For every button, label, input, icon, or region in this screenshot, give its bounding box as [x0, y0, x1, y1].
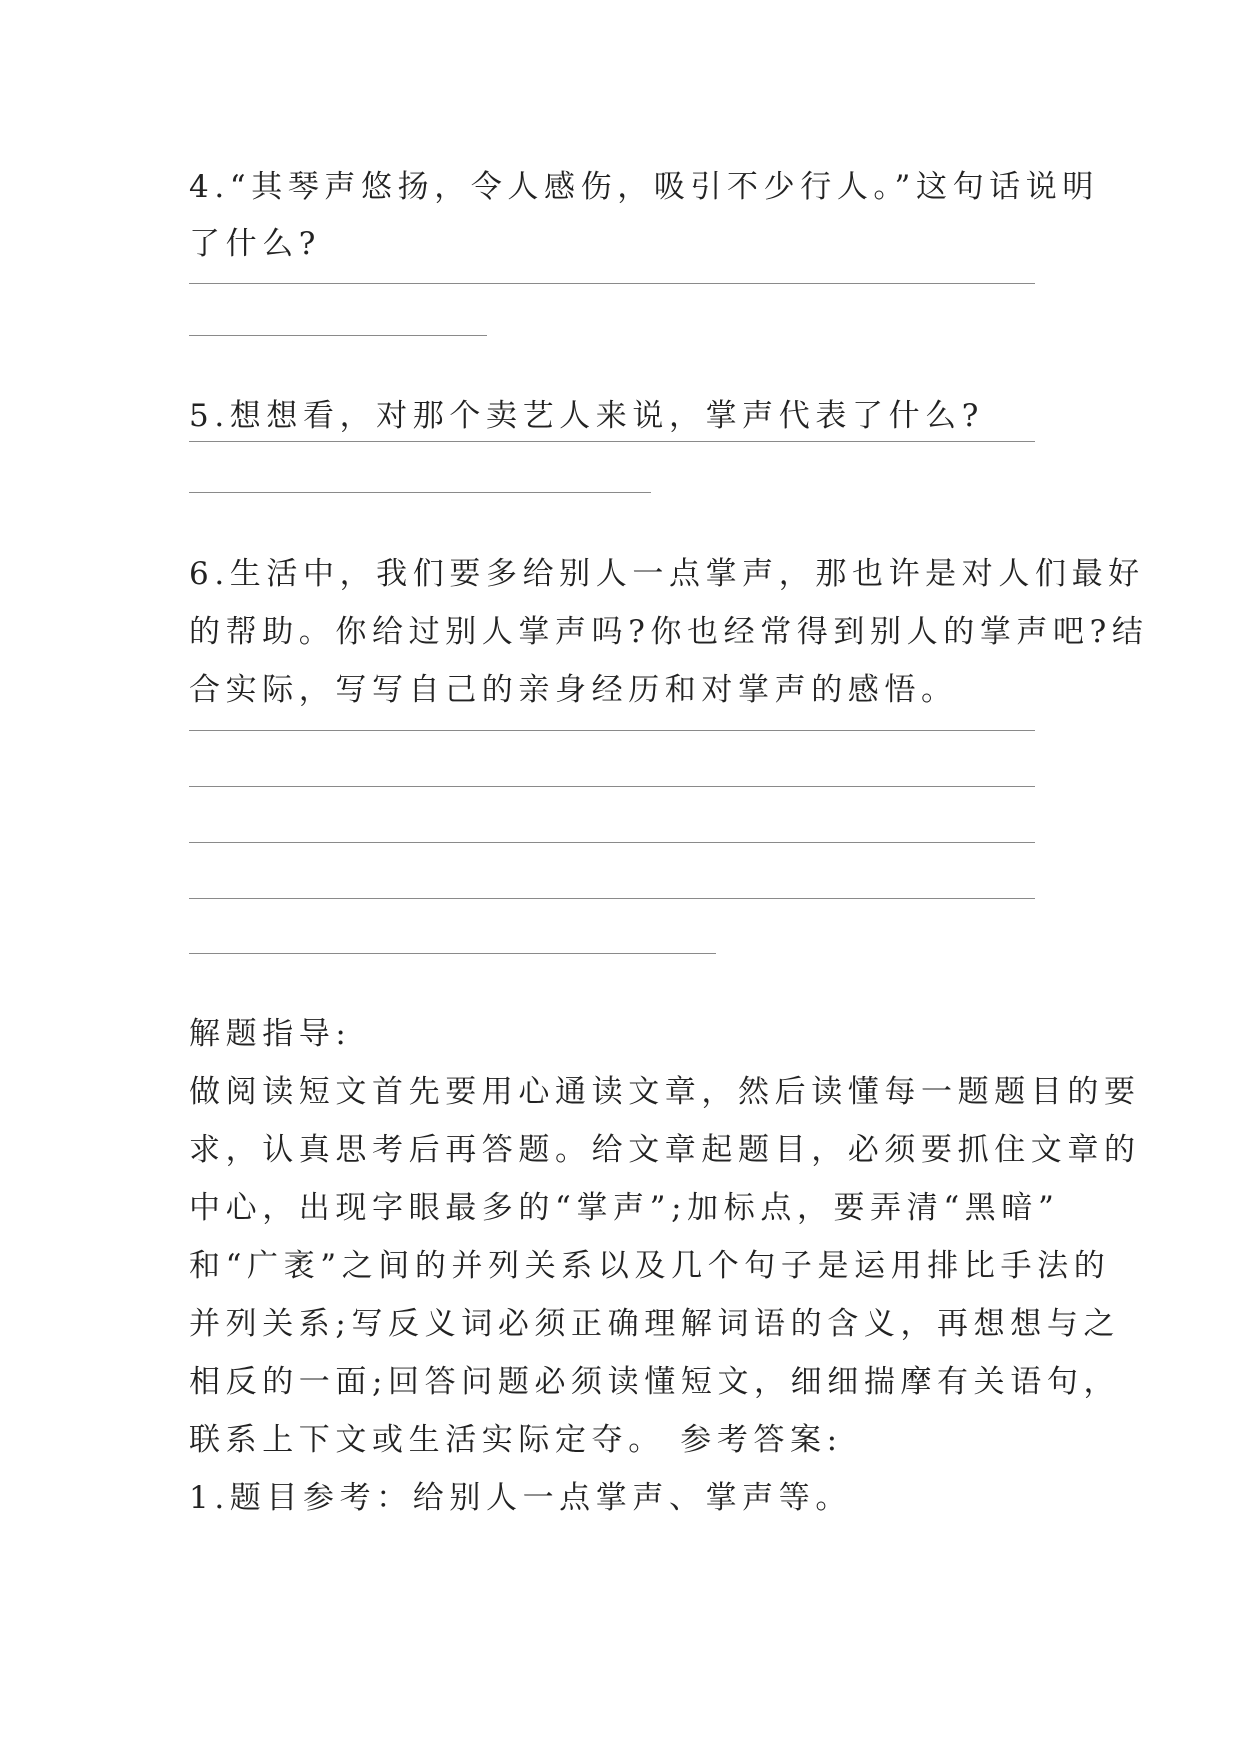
guidance-text-line: 中心，出现字眼最多的“掌声”;加标点，要弄清“黑暗” — [189, 1190, 1060, 1226]
question-4-text-line-1: 4.“其琴声悠扬，令人感伤，吸引不少行人。”这句话说明 — [189, 169, 1099, 205]
guidance-text-line: 做阅读短文首先要用心通读文章，然后读懂每一题题目的要 — [189, 1074, 1141, 1110]
answer-blank-line[interactable] — [189, 786, 1035, 787]
answer-blank-line[interactable] — [189, 842, 1035, 843]
question-6-text-line-1: 6.生活中，我们要多给别人一点掌声，那也许是对人们最好 — [189, 556, 1145, 592]
answer-blank-line[interactable] — [189, 492, 651, 493]
answer-blank-line[interactable] — [189, 335, 487, 336]
question-5-text-line-1: 5.想想看，对那个卖艺人来说，掌声代表了什么? — [189, 398, 984, 434]
answer-blank-line[interactable] — [189, 898, 1035, 899]
answer-blank-line[interactable] — [189, 283, 1035, 284]
guidance-text-line: 联系上下文或生活实际定夺。 参考答案: — [189, 1422, 843, 1458]
guidance-text-line: 求，认真思考后再答题。给文章起题目，必须要抓住文章的 — [189, 1132, 1141, 1168]
guidance-text-line: 相反的一面;回答问题必须读懂短文，细细揣摩有关语句， — [189, 1364, 1121, 1400]
guidance-text-line: 和“广袤”之间的并列关系以及几个句子是运用排比手法的 — [189, 1248, 1111, 1284]
question-6-text-line-3: 合实际，写写自己的亲身经历和对掌声的感悟。 — [189, 672, 958, 708]
question-6-text-line-2: 的帮助。你给过别人掌声吗?你也经常得到别人的掌声吧?结 — [189, 614, 1149, 650]
answer-blank-line[interactable] — [189, 441, 1035, 442]
question-4-text-line-2: 了什么? — [189, 226, 322, 262]
guidance-text-line: 并列关系;写反义词必须正确理解词语的含义，再想想与之 — [189, 1306, 1121, 1342]
guidance-heading: 解题指导: — [189, 1016, 352, 1052]
answer-blank-line[interactable] — [189, 730, 1035, 731]
answer-blank-line[interactable] — [189, 953, 716, 954]
answer-1-text: 1.题目参考：给别人一点掌声、掌声等。 — [189, 1480, 852, 1516]
